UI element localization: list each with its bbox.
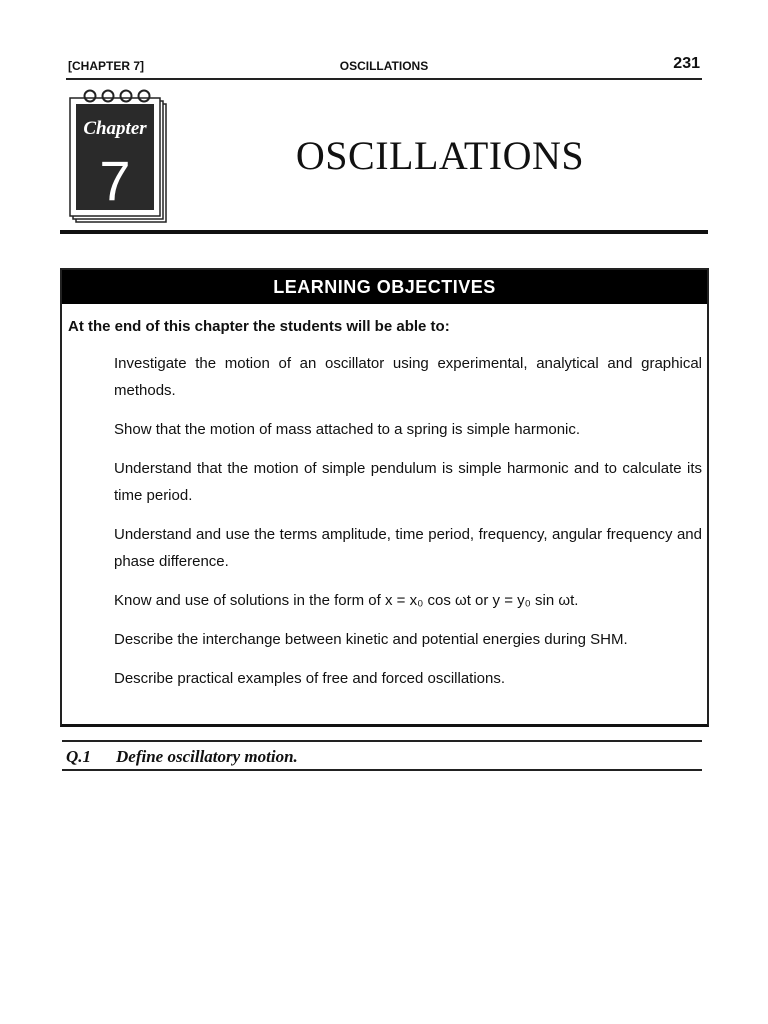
question-bottom-rule: [62, 769, 702, 771]
running-header: [66, 56, 702, 80]
learning-objectives-intro: At the end of this chapter the students will be able to:: [68, 318, 450, 335]
chapter-badge-number: 7: [99, 149, 131, 212]
chapter-badge-word: Chapter: [83, 118, 147, 139]
chapter-title: OSCILLATIONS: [295, 133, 585, 178]
chapter-reference: [CHAPTER 7]: [68, 59, 145, 73]
objective-item: Show that the motion of mass attached to a spring is simple harmonic.: [114, 421, 581, 438]
objective-item: Understand and use the terms amplitude, time period, frequency, angular frequency and phase difference.: [114, 526, 702, 570]
question-number: Q.1: [66, 747, 92, 766]
running-title: OSCILLATIONS: [339, 59, 429, 73]
learning-objectives-list: [114, 350, 702, 704]
question-text: Define oscillatory motion.: [116, 747, 298, 766]
title-rule: [60, 230, 708, 234]
learning-objectives-box: [60, 268, 709, 727]
chapter-badge-icon: [68, 88, 168, 228]
learning-objectives-heading: LEARNING OBJECTIVES: [62, 270, 707, 304]
objective-item: Know and use of solutions in the form of x = x₀ cos ωt or y = y₀ sin ωt.: [114, 592, 579, 609]
question-heading: [66, 747, 702, 767]
objective-item: Describe practical examples of free and forced oscillations.: [114, 670, 506, 687]
objective-item: Investigate the motion of an oscillator using experimental, analytical and graphical methods.: [114, 355, 702, 399]
question-top-rule: [62, 740, 702, 742]
objective-item: Understand that the motion of simple pendulum is simple harmonic and to calculate its time period.: [114, 460, 702, 504]
objective-item: Describe the interchange between kinetic and potential energies during SHM.: [114, 631, 628, 648]
page-number: 231: [673, 55, 700, 72]
